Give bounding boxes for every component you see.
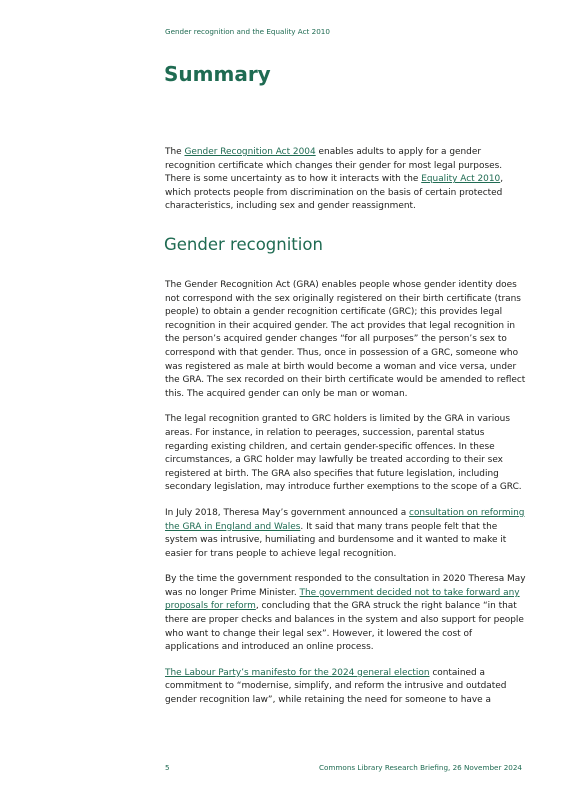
gender-recognition-section	[165, 279, 527, 708]
page-title: Summary	[164, 62, 271, 86]
consultation-link[interactable]: consultation on reforming the GRA in England and Wales	[165, 507, 525, 532]
government-decision-link[interactable]: The government decided not to take forward any proposals for reform	[165, 587, 520, 612]
gender-recognition-act-link[interactable]: Gender Recognition Act 2004	[184, 147, 316, 157]
summary-section	[165, 146, 527, 214]
text-run: In July 2018, Theresa May’s government announced a	[165, 507, 410, 518]
text-run: . It said that many trans people felt that the system was intrusive, humiliating and burdensome and it wanted to make it easier for trans people to achieve legal recognition.	[165, 521, 507, 559]
body-paragraph: The legal recognition granted to GRC holders is limited by the GRA in various areas. For instance, in relation to peerages, succession, parental status regarding existing children, and certain gender-specific offences. In these circumstances, a GRC holder may lawfully be treated according to their sex registered at birth. The GRA also specifies that future legislation, including secondary legislation, may introduce further exemptions to the scope of a GRC.	[165, 414, 522, 493]
equality-act-link[interactable]: Equality Act 2010	[421, 174, 501, 185]
running-head: Gender recognition and the Equality Act 2010	[165, 27, 330, 36]
footer-source: Commons Library Research Briefing, 26 November 2024	[319, 763, 522, 772]
body-paragraph	[165, 667, 527, 708]
text-run: , concluding that the GRA struck the right balance “in that there are proper checks and balances in the system and also support for people who want to change their legal sex”. However, it lowered the cost of applications and introduced an online process.	[165, 601, 524, 653]
text-run: The	[165, 147, 185, 157]
section-heading: Gender recognition	[164, 235, 323, 254]
summary-paragraph	[165, 146, 527, 214]
body-paragraph	[165, 507, 527, 561]
page-number: 5	[165, 763, 170, 772]
text-run: enables adults to apply for a gender recognition certificate which changes their gender for most legal purposes. There is some uncertainty as to how it interacts with the	[165, 147, 503, 185]
labour-manifesto-link[interactable]: The Labour Party’s manifesto for the 2024 general election	[165, 667, 430, 678]
text-run: , which protects people from discrimination on the basis of certain protected characteristics, including sex and gender reassignment.	[165, 174, 504, 212]
text-run: By the time the government responded to the consultation in 2020 Theresa May was no longer Prime Minister.	[165, 574, 526, 598]
body-paragraph	[165, 573, 527, 655]
text-run: contained a commitment to “modernise, simplify, and reform the intrusive and outdated gender recognition law”, while retaining the need for someone to have a	[165, 667, 507, 706]
body-paragraph: The Gender Recognition Act (GRA) enables people whose gender identity does not correspond with the sex originally registered on their birth certificate (trans people) to obtain a gender recognition certificate (GRC); this provides legal recognition in their acquired gender. The act provides that legal recognition in the person’s acquired gender changes “for all purposes” the person’s sex to correspond with that gender. Thus, once in possession of a GRC, someone who was registered as male at birth would become a woman and vice versa, under the GRA. The sex recorded on their birth certificate would be amended to reflect this. The acquired gender can only be man or woman.	[165, 280, 526, 399]
